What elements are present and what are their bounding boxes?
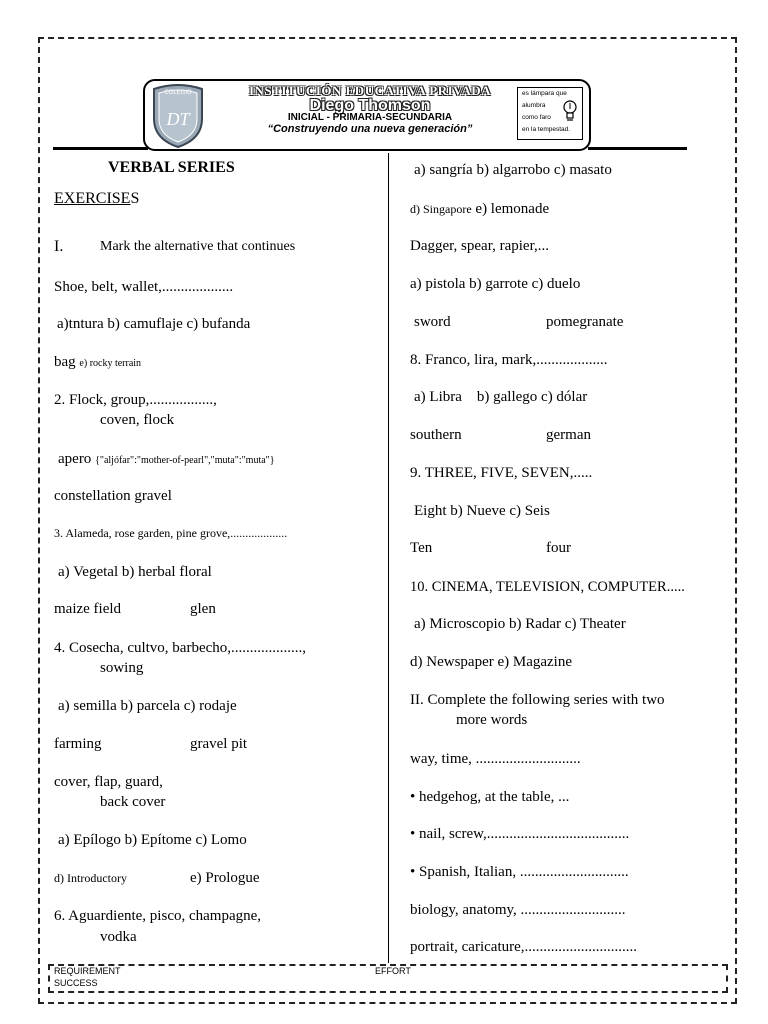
q9-option-d: Ten: [410, 540, 433, 556]
q8-option-d: southern: [410, 427, 462, 443]
q6-prompt-line2: vodka: [100, 929, 137, 945]
series-2: • hedgehog, at the table, ...: [410, 789, 570, 805]
part2-instruction-line1: II. Complete the following series with two: [410, 692, 665, 708]
q7-prompt: Dagger, spear, rapier,...: [410, 238, 549, 254]
q3-option-e: glen: [190, 601, 216, 617]
q3-option-d: maize field: [54, 601, 122, 617]
q2-prompt-line1: 2. Flock, group,.................,: [54, 392, 217, 408]
q2-option-json: {"aljófar":"mother-of-pearl","muta":"muta"}: [95, 455, 275, 466]
q6-option-e: e) lemonade: [475, 201, 550, 217]
q4-option-d: farming: [54, 736, 102, 752]
q1-option-d-text: bag: [54, 354, 76, 370]
q4-option-e: gravel pit: [190, 736, 248, 752]
q5-prompt-line1: cover, flap, guard,: [54, 774, 163, 790]
series-1: way, time, ............................: [410, 751, 581, 767]
section-title: VERBAL SERIES: [108, 159, 235, 176]
school-motto: “Construyendo una nueva generación”: [267, 123, 473, 135]
q5-prompt-line2: back cover: [100, 794, 166, 810]
q4-prompt-line1: 4. Cosecha, cultvo, barbecho,...................,: [54, 640, 307, 656]
part1-number: I.: [54, 238, 64, 255]
q10-options-abc: a) Microscopio b) Radar c) Theater: [414, 616, 626, 632]
part1-instruction: Mark the alternative that continues: [100, 239, 296, 254]
q3-prompt: 3. Alameda, rose garden, pine grove,...................: [54, 526, 288, 540]
footer-requirement: REQUIREMENT: [54, 966, 121, 976]
lamp-line-2: alumbra: [522, 102, 546, 109]
exercises-heading: [54, 189, 139, 209]
q1-option-d: [54, 352, 141, 374]
school-levels: INICIAL - PRIMARIA-SECUNDARIA: [287, 112, 453, 123]
header-rule-left: [53, 147, 148, 150]
lamp-line-1: es lámpara que: [522, 90, 567, 97]
q7-option-d: sword: [414, 314, 451, 330]
q4-options-abc: a) semilla b) parcela c) rodaje: [58, 698, 237, 714]
institution-title: INSTITUCIÓN EDUCATIVA PRIVADA: [248, 83, 492, 98]
q9-options-abc: Eight b) Nueve c) Seis: [414, 503, 550, 519]
school-crest-icon: [150, 83, 206, 149]
series-5: biology, anatomy, ............................: [410, 902, 626, 918]
q8-prompt: 8. Franco, lira, mark,...................: [410, 352, 608, 368]
q7-options-abc: a) pistola b) garrote c) duelo: [410, 276, 581, 292]
q3-options-abc: a) Vegetal b) herbal floral: [58, 564, 212, 580]
q5-option-e: e) Prologue: [190, 870, 260, 886]
q6-option-de: [410, 199, 549, 219]
q5-option-d: d) Introductory: [54, 871, 127, 885]
q1-option-e: e) rocky terrain: [79, 358, 142, 369]
q10-options-de: d) Newspaper e) Magazine: [410, 654, 573, 670]
crest-text: COLEGIO: [164, 90, 192, 96]
q2-option-last: constellation gravel: [54, 488, 172, 504]
q2-prompt-line2: coven, flock: [100, 412, 175, 428]
exercises-heading-rest: S: [130, 190, 140, 207]
q6-prompt-line1: 6. Aguardiente, pisco, champagne,: [54, 908, 262, 924]
school-name: Diego Thomson: [309, 97, 431, 114]
header-rule-right: [588, 147, 687, 150]
lamp-line-4: en la tempestad.: [522, 126, 571, 133]
q10-prompt: 10. CINEMA, TELEVISION, COMPUTER.....: [410, 579, 685, 595]
q1-prompt: Shoe, belt, wallet,...................: [54, 279, 234, 295]
q7-option-e: pomegranate: [546, 314, 624, 330]
q6-option-d: d) Singapore: [410, 202, 472, 216]
q8-options-abc: a) Libra b) gallego c) dólar: [414, 389, 588, 405]
q1-options-abc: a)tntura b) camuflaje c) bufanda: [57, 316, 251, 332]
footer-success: SUCCESS: [54, 978, 98, 988]
crest-initials: DT: [166, 109, 190, 129]
q2-option-row: [58, 449, 275, 471]
column-divider: [388, 153, 389, 963]
q2-option-apero: apero: [58, 451, 92, 467]
q9-prompt: 9. THREE, FIVE, SEVEN,.....: [410, 465, 593, 481]
footer-effort: EFFORT: [375, 966, 411, 976]
lamp-line-3: como faro: [522, 114, 551, 121]
series-4: • Spanish, Italian, .............................: [410, 864, 629, 880]
series-3: • nail, screw,......................................: [410, 826, 630, 842]
series-6: portrait, caricature,..............................: [410, 939, 638, 955]
part2-instruction-line2: more words: [456, 712, 528, 728]
exercises-heading-underlined: EXERCISE: [54, 190, 131, 207]
q8-option-e: german: [546, 427, 591, 443]
q5-options-abc: a) Epílogo b) Epítome c) Lomo: [58, 832, 247, 848]
q4-prompt-line2: sowing: [100, 660, 144, 676]
q6-options-abc: a) sangría b) algarrobo c) masato: [414, 162, 612, 178]
q9-option-e: four: [546, 540, 571, 556]
lightbulb-icon: [561, 99, 579, 123]
